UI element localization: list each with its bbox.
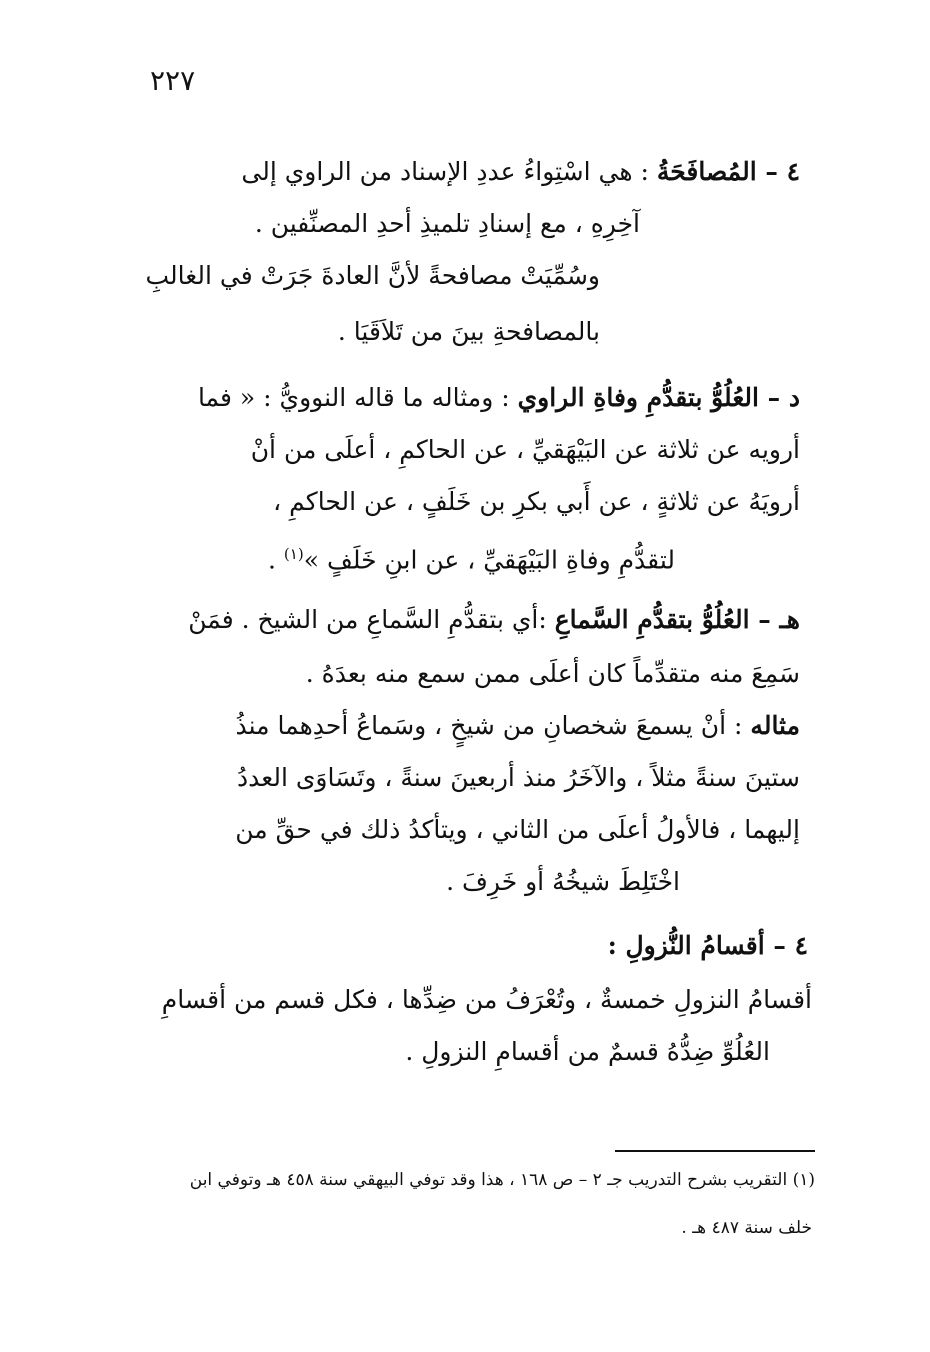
- nuzul-line-2: العُلُوِّ ضِدُّهُ قسمٌ من أقسامِ النزولِ .: [405, 1037, 770, 1066]
- footnote-separator: [615, 1150, 815, 1152]
- section-d-line-4-end: .: [268, 545, 284, 575]
- section-d-line-2: أرويه عن ثلاثة عن البَيْهَقيِّ ، عن الحاكمِ ، أعلَى من أنْ: [250, 435, 800, 464]
- footnote-line-1: (١) التقريب بشرح التدريب جـ ٢ – ص ١٦٨ ، هذا وقد توفي البيهقي سنة ٤٥٨ هـ وتوفي ابن: [189, 1170, 815, 1190]
- section-d-heading: د – العُلُوُّ بتقدُّمِ وفاةِ الراوي: [517, 383, 800, 412]
- musafaha-line-1-text: : هي اسْتِواءُ عددِ الإسناد من الراوي إلى: [241, 157, 657, 186]
- musafaha-line-3: وسُمِّيَتْ مصافحةً لأنَّ العادةَ جَرَتْ في الغالبِ: [145, 261, 600, 290]
- section-h-heading: هـ – العُلُوُّ بتقدُّمِ السَّماعِ: [554, 605, 800, 634]
- section-h-line-6: اخْتَلِطَ شيخُهُ أو خَرِفَ .: [446, 867, 680, 896]
- nuzul-line-1: أقسامُ النزولِ خمسةٌ ، وتُعْرَفُ من ضِدِّها ، فكل قسم من أقسامِ: [161, 985, 812, 1014]
- section-h-line-4: ستينَ سنةً مثلاً ، والآخَرُ منذ أربعينَ سنةً ، وتَسَاوَى العددُ: [237, 763, 800, 792]
- nuzul-heading: ٤ – أقسامُ النُّزولِ :: [607, 931, 808, 960]
- musafaha-heading: ٤ – المُصافَحَةُ: [656, 157, 800, 186]
- section-h-line-1-text: :أي بتقدُّمِ السَّماعِ من الشيخ . فمَنْ: [188, 605, 555, 634]
- section-h-line-3: [236, 706, 801, 746]
- section-h-line-5: إليهما ، فالأولُ أعلَى من الثاني ، ويتأكدُ ذلك في حقِّ من: [235, 815, 800, 844]
- section-d-line-3: أرويَهُ عن ثلاثةٍ ، عن أَبي بكرِ بن خَلَفٍ ، عن الحاكمِ ،: [273, 487, 800, 516]
- example-label: مثاله: [750, 711, 800, 740]
- section-d-line-1-text: : ومثاله ما قاله النوويُّ : « فما: [197, 383, 518, 412]
- section-d-line-1: [198, 378, 800, 418]
- section-d-line-4-text: لتقدُّمِ وفاةِ البَيْهَقيِّ ، عن ابنِ خَلَفٍ »: [303, 545, 675, 575]
- musafaha-line-4: بالمصافحةِ بينَ من تَلاَقَيَا .: [337, 317, 600, 346]
- page-number: ٢٢٧: [150, 64, 196, 97]
- footnote-ref: (١): [283, 545, 304, 563]
- section-h-line-1: [188, 600, 800, 640]
- footnote-line-2: خلف سنة ٤٨٧ هـ .: [681, 1218, 812, 1238]
- section-d-line-4: [268, 534, 675, 580]
- section-h-line-2: سَمِعَ منه متقدِّماً كان أعلَى ممن سمع منه بعدَهُ .: [305, 659, 800, 688]
- musafaha-line-2: آخِرِهِ ، مع إسنادِ تلميذِ أحدِ المصنِّفين .: [254, 209, 640, 238]
- section-h-line-3-text: : أنْ يسمعَ شخصانِ من شيخٍ ، وسَماعُ أحدِهما منذُ: [235, 711, 751, 740]
- musafaha-line-1: [241, 152, 800, 192]
